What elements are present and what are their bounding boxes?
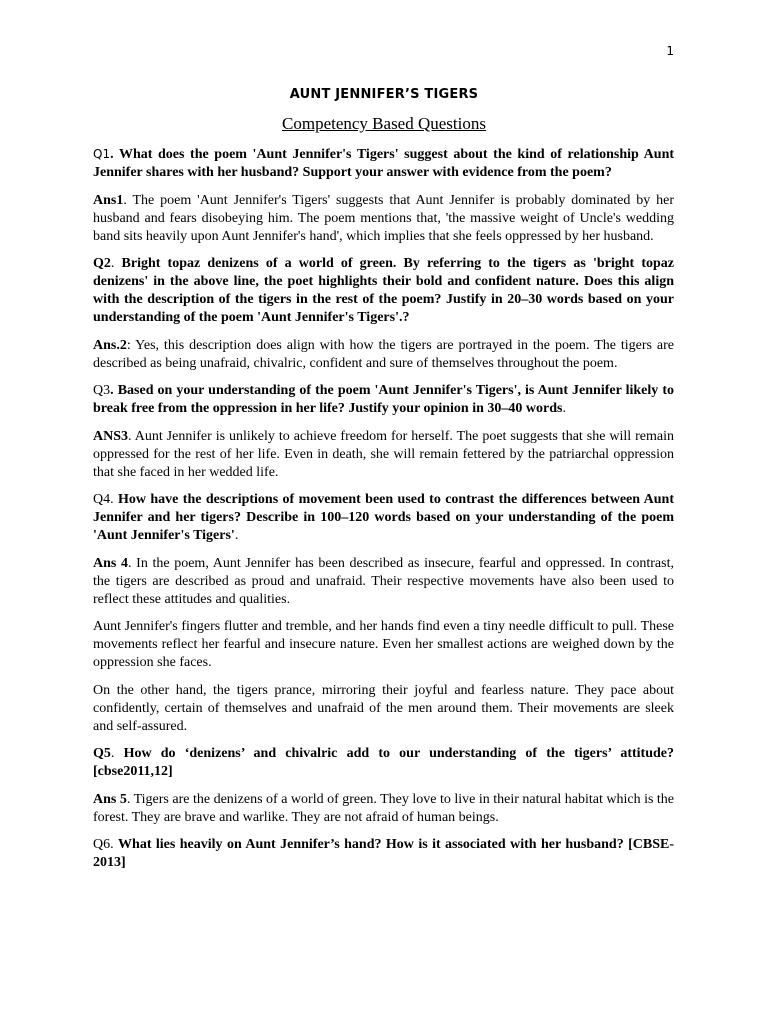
question-2-label: Q2	[93, 256, 111, 271]
answer-2	[93, 337, 674, 373]
question-1-label: Q1	[93, 147, 111, 161]
answer-5-label: Ans 5	[93, 791, 127, 807]
question-3-end: .	[562, 401, 566, 416]
question-4	[93, 491, 674, 545]
question-5	[93, 745, 674, 781]
question-3-text: Based on your understanding of the poem 'Aunt Jennifer's Tigers', is Aunt Jennifer likely to break free from the oppression in her life? Justify your opinion in 30–40 words	[93, 383, 675, 416]
question-5-sep: .	[110, 746, 124, 761]
page-subtitle: Competency Based Questions	[282, 114, 486, 133]
answer-2-label: Ans.2	[93, 337, 127, 353]
answer-1-label: Ans1	[93, 192, 124, 208]
question-2-sep: .	[110, 256, 122, 271]
answer-1-text: . The poem 'Aunt Jennifer's Tigers' suggests that Aunt Jennifer is probably dominated by her husband and fears disobeying him. The poem mentions that, 'the massive weight of Uncle's wedding band sits heavily upon Aunt Jennifer's hand', which implies that she feels oppressed by her husband.	[93, 192, 674, 244]
answer-4-paragraph-3: On the other hand, the tigers prance, mirroring their joyful and fearless nature. They pace about confidently, certain of themselves and unafraid of the men around them. Their movements are sleek and self-assured.	[93, 682, 674, 734]
question-1	[93, 145, 674, 182]
question-4-end: .	[234, 528, 239, 543]
question-4-sep: .	[110, 492, 119, 507]
question-6-sep: .	[110, 837, 119, 852]
answer-3	[93, 428, 674, 482]
answer-4	[93, 555, 674, 609]
question-6-label: Q6	[93, 837, 111, 852]
answer-5-text: . Tigers are the denizens of a world of green. They love to live in their natural habitat which is the forest. They are brave and warlike. They are not afraid of human beings.	[93, 791, 675, 825]
question-1-sep: .	[110, 147, 119, 162]
page-title: AUNT JENNIFER’S TIGERS	[289, 87, 479, 102]
answer-1	[93, 192, 674, 246]
question-6-text: What lies heavily on Aunt Jennifer’s hand? How is it associated with her husband? [CBSE-2013]	[93, 837, 675, 870]
question-3	[93, 382, 674, 418]
question-5-label: Q5	[93, 746, 111, 761]
question-5-text: How do ‘denizens’ and chivalric add to our understanding of the tigers’ attitude? [cbse2011,12]	[93, 746, 674, 779]
answer-3-text: . Aunt Jennifer is unlikely to achieve freedom for herself. The poet suggests that she will remain oppressed for the rest of her life. Even in death, she will remain fettered by the patriarchal oppression that she faced in her wedded life.	[93, 428, 674, 480]
answer-4-paragraph-2: Aunt Jennifer's fingers flutter and tremble, and her hands find even a tiny needle difficult to pull. These movements reflect her fearful and insecure nature. Even her smallest actions are weighed down by the oppression she faces.	[93, 619, 674, 670]
answer-5	[93, 791, 674, 827]
question-3-sep: .	[110, 383, 118, 398]
question-4-text: How have the descriptions of movement been used to contrast the differences between Aunt Jennifer and her tigers? Describe in 100–120 words based on your understanding of the poem 'Aunt Jennifer's Tigers'	[93, 492, 674, 543]
question-2	[93, 255, 674, 327]
page-number: 1	[666, 44, 674, 58]
answer-3-label: ANS3	[93, 428, 129, 444]
question-1-text: What does the poem 'Aunt Jennifer's Tigers' suggest about the kind of relationship Aunt Jennifer shares with her husband? Support your answer with evidence from the poem?	[93, 147, 675, 180]
question-6	[93, 836, 674, 872]
question-3-label: Q3	[93, 383, 111, 398]
answer-2-text: : Yes, this description does align with how the tigers are portrayed in the poem. The tigers are described as being unafraid, chivalric, confident and sure of themselves throughout the poem.	[93, 337, 674, 371]
question-4-label: Q4	[93, 492, 111, 507]
answer-4-text: . In the poem, Aunt Jennifer has been described as insecure, fearful and oppressed. In contrast, the tigers are described as proud and unafraid. Their respective movements have also been used to reflect these attitudes and qualities.	[93, 555, 674, 607]
qa-content	[93, 145, 674, 882]
question-2-text: Bright topaz denizens of a world of green. By referring to the tigers as 'bright topaz denizens' in the above line, the poet highlights their bold and confident nature. Does this align with the description of the tigers in the rest of the poem? Justify in 20–30 words based on your understanding of the poem 'Aunt Jennifer's Tigers'.?	[93, 256, 674, 325]
answer-4-label: Ans 4	[93, 555, 128, 571]
